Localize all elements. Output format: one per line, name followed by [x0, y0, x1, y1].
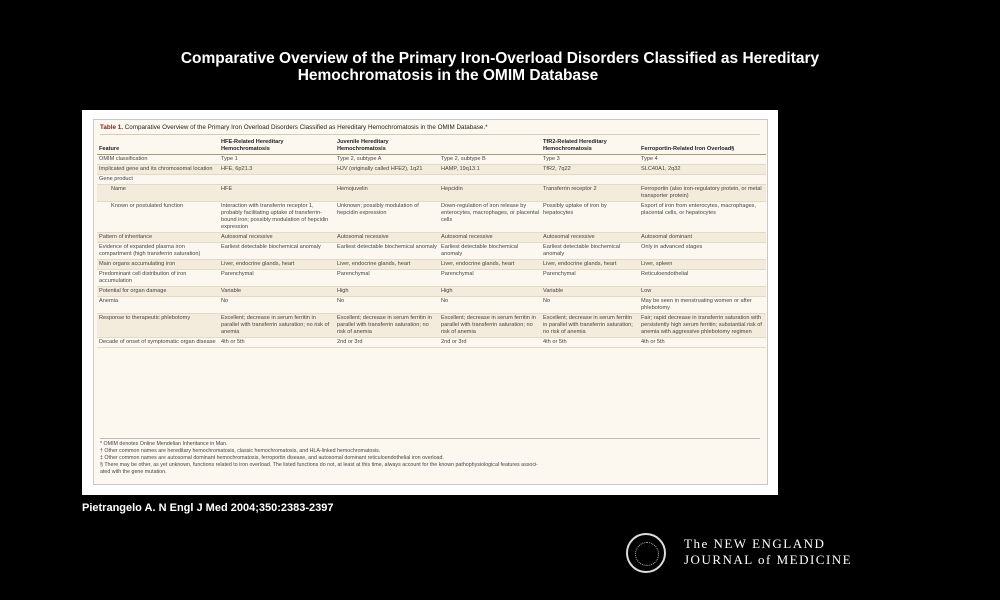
- table-cell: Type 4: [639, 155, 766, 165]
- column-header: Ferroportin-Related Iron Overload§: [639, 138, 766, 155]
- footnote: † Other common names are hereditary hemochromatosis, classic hemochromatosis, and HLA-linked hemochromatosis.: [100, 448, 381, 454]
- table-cell: [219, 175, 335, 185]
- table-cell: Liver, spleen: [639, 260, 766, 270]
- table-cell: May be seen in menstruating women or after phlebotomy: [639, 297, 766, 314]
- row-label-cell: Anemia: [97, 297, 219, 314]
- footnote: § There may be other, as yet unknown, functions related to iron overload. The listed functions do not, at least at this time, always account for the known pathophysiological features associ-: [100, 462, 538, 468]
- column-header: Juvenile Hereditary Hemochromatosis: [335, 138, 439, 155]
- table-cell: Type 1: [219, 155, 335, 165]
- table-cell: Autosomal recessive: [219, 233, 335, 243]
- table-cell: Liver, endocrine glands, heart: [439, 260, 541, 270]
- table-caption: [100, 124, 760, 135]
- table-cell: Autosomal recessive: [335, 233, 439, 243]
- table-cell: Earliest detectable biochemical anomaly: [219, 243, 335, 260]
- table-cell: Excellent; decrease in serum ferritin in parallel with transferrin saturation; no risk of anemia: [439, 314, 541, 338]
- table-row: [97, 314, 766, 338]
- table-cell: Type 2, subtype B: [439, 155, 541, 165]
- slide-title-line-1: Comparative Overview of the Primary Iron-Overload Disorders Classified as Hereditary: [180, 50, 820, 67]
- table-cell: Transferrin receptor 2: [541, 185, 639, 202]
- citation: Pietrangelo A. N Engl J Med 2004;350:2383-2397: [82, 502, 334, 514]
- row-label-cell: Evidence of expanded plasma iron compartment (high transferrin saturation): [97, 243, 219, 260]
- table-row: [97, 175, 766, 185]
- table-image: [82, 110, 778, 495]
- table-cell: Liver, endocrine glands, heart: [219, 260, 335, 270]
- table-caption-text: Comparative Overview of the Primary Iron Overload Disorders Classified as Hereditary Hemochromatosis in the OMIM Database.*: [124, 124, 488, 131]
- column-header: Feature: [97, 138, 219, 155]
- table-cell: HFE, 6p21.3: [219, 165, 335, 175]
- journal-logo: [684, 536, 852, 568]
- table-row: [97, 202, 766, 233]
- table-cell: Autosomal dominant: [639, 233, 766, 243]
- table-cell: Earliest detectable biochemical anomaly: [541, 243, 639, 260]
- table-cell: Parenchymal: [541, 270, 639, 287]
- row-label-cell: Response to therapeutic phlebotomy: [97, 314, 219, 338]
- table-cell: Unknown; possibly modulation of hepcidin expression: [335, 202, 439, 233]
- table-cell: Variable: [541, 287, 639, 297]
- table-cell: Ferroportin (also iron-regulatory protein, or metal transporter protein): [639, 185, 766, 202]
- table-cell: High: [439, 287, 541, 297]
- row-label-cell: Name: [97, 185, 219, 202]
- table-row: [97, 260, 766, 270]
- table-body: [97, 155, 766, 348]
- table-header-row: [97, 138, 766, 155]
- row-label-cell: Predominant cell distribution of iron accumulation: [97, 270, 219, 287]
- row-label-cell: Potential for organ damage: [97, 287, 219, 297]
- table-cell: Parenchymal: [335, 270, 439, 287]
- table-cell: HJV (originally called HFE2), 1q21: [335, 165, 439, 175]
- table-row: [97, 243, 766, 260]
- table-cell: Reticuloendothelial: [639, 270, 766, 287]
- table-cell: 4th or 5th: [219, 338, 335, 348]
- table-cell: 2nd or 3rd: [335, 338, 439, 348]
- table-cell: Liver, endocrine glands, heart: [541, 260, 639, 270]
- table-cell: TfR2, 7q22: [541, 165, 639, 175]
- table-cell: No: [219, 297, 335, 314]
- table-cell: [639, 175, 766, 185]
- row-label-cell: Decade of onset of symptomatic organ disease: [97, 338, 219, 348]
- table-cell: No: [439, 297, 541, 314]
- table-row: [97, 338, 766, 348]
- table-caption-label: Table 1.: [100, 124, 123, 131]
- table-row: [97, 185, 766, 202]
- table-cell: [335, 175, 439, 185]
- table-cell: Excellent; decrease in serum ferritin in parallel with transferrin saturation; no risk of anemia: [219, 314, 335, 338]
- table-cell: No: [541, 297, 639, 314]
- table-cell: Fair; rapid decrease in transferrin saturation with persistently high serum ferritin; substantial risk of anemia with aggressive phlebotomy regimen: [639, 314, 766, 338]
- table-cell: HFE: [219, 185, 335, 202]
- table-cell: 2nd or 3rd: [439, 338, 541, 348]
- table-row: [97, 155, 766, 165]
- row-label-cell: OMIM classification: [97, 155, 219, 165]
- table-cell: Earliest detectable biochemical anomaly: [335, 243, 439, 260]
- table-row: [97, 297, 766, 314]
- row-label-cell: Main organs accumulating iron: [97, 260, 219, 270]
- table-row: [97, 165, 766, 175]
- table-cell: Parenchymal: [439, 270, 541, 287]
- table-cell: No: [335, 297, 439, 314]
- table-cell: High: [335, 287, 439, 297]
- table-cell: Type 3: [541, 155, 639, 165]
- journal-logo-line-2: JOURNAL of MEDICINE: [684, 552, 853, 567]
- slide-title-line-2: Hemochromatosis in the OMIM Database: [297, 67, 599, 84]
- footnote: ated with the gene mutation.: [100, 469, 167, 475]
- table-cell: Autosomal recessive: [439, 233, 541, 243]
- table-cell: Interaction with transferrin receptor 1, probably facilitating uptake of transferrin-bound iron; possibly modulation of hepcidin expression: [219, 202, 335, 233]
- table-frame: [93, 119, 768, 485]
- slide-title: [0, 50, 1000, 84]
- table-cell: Possibly uptake of iron by hepatocytes: [541, 202, 639, 233]
- table-cell: Parenchymal: [219, 270, 335, 287]
- table-cell: Autosomal recessive: [541, 233, 639, 243]
- table-row: [97, 270, 766, 287]
- row-label-cell: Implicated gene and its chromosomal location: [97, 165, 219, 175]
- table-cell: HAMP, 19q13.1: [439, 165, 541, 175]
- table-cell: SLC40A1, 2q32: [639, 165, 766, 175]
- footnote: * OMIM denotes Online Mendelian Inheritance in Man.: [100, 441, 228, 447]
- table-cell: Excellent; decrease in serum ferritin in parallel with transferrin saturation; no risk of anemia: [541, 314, 639, 338]
- table-cell: Low: [639, 287, 766, 297]
- table-footnotes: [100, 438, 760, 476]
- journal-logo-line-1: The NEW ENGLAND: [684, 536, 826, 551]
- table-cell: Export of iron from enterocytes, macrophages, placental cells, or hepatocytes: [639, 202, 766, 233]
- table-cell: 4th or 5th: [541, 338, 639, 348]
- table-cell: Liver, endocrine glands, heart: [335, 260, 439, 270]
- column-header: HFE-Related Hereditary Hemochromatosis: [219, 138, 335, 155]
- row-label-cell: Known or postulated function: [97, 202, 219, 233]
- table-cell: Excellent; decrease in serum ferritin in parallel with transferrin saturation; no risk of anemia: [335, 314, 439, 338]
- table-cell: [439, 175, 541, 185]
- journal-seal-icon: [626, 533, 666, 573]
- table-row: [97, 233, 766, 243]
- table-cell: Hepcidin: [439, 185, 541, 202]
- table-cell: 4th or 5th: [639, 338, 766, 348]
- table-cell: [541, 175, 639, 185]
- table-cell: Earliest detectable biochemical anomaly: [439, 243, 541, 260]
- column-header: TfR2-Related Hereditary Hemochromatosis: [541, 138, 639, 155]
- table-cell: Type 2, subtype A: [335, 155, 439, 165]
- comparison-table: [97, 138, 766, 348]
- table-cell: Hemojuvelin: [335, 185, 439, 202]
- table-cell: Only in advanced stages: [639, 243, 766, 260]
- table-cell: Down-regulation of iron release by enterocytes, macrophages, or placental cells: [439, 202, 541, 233]
- footnote: ‡ Other common names are autosomal dominant hemochromatosis, ferroportin disease, and autosomal dominant reticuloendothelial iron overload.: [100, 455, 444, 461]
- row-label-cell: Pattern of inheritance: [97, 233, 219, 243]
- column-header: [439, 138, 541, 155]
- row-label-cell: Gene product: [97, 175, 219, 185]
- table-cell: Variable: [219, 287, 335, 297]
- table-row: [97, 287, 766, 297]
